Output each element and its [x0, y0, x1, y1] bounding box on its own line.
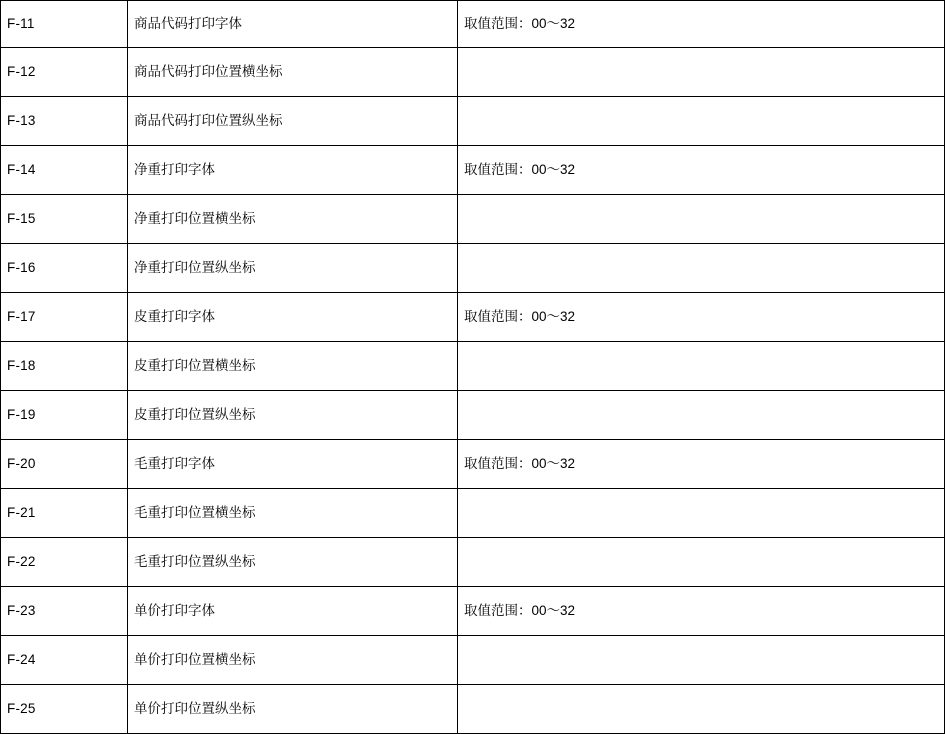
parameter-name: 商品代码打印位置横坐标: [128, 48, 458, 97]
parameter-name: 毛重打印位置纵坐标: [128, 538, 458, 587]
parameter-name: 商品代码打印位置纵坐标: [128, 97, 458, 146]
parameter-code: F-11: [1, 1, 128, 48]
parameter-code: F-12: [1, 48, 128, 97]
table-row: [1, 1, 945, 48]
parameter-code: F-13: [1, 97, 128, 146]
parameter-range: [458, 244, 945, 293]
table-row: [1, 146, 945, 195]
parameter-range: [458, 636, 945, 685]
parameter-range: 取值范围：00～32: [458, 146, 945, 195]
table-row: [1, 636, 945, 685]
table-row: [1, 342, 945, 391]
parameter-range: [458, 195, 945, 244]
parameter-range: [458, 391, 945, 440]
parameter-code: F-24: [1, 636, 128, 685]
parameter-code: F-20: [1, 440, 128, 489]
parameter-code: F-17: [1, 293, 128, 342]
table-row: [1, 293, 945, 342]
parameter-code: F-19: [1, 391, 128, 440]
table-row: [1, 489, 945, 538]
parameter-range: [458, 538, 945, 587]
table-body: [1, 1, 945, 734]
parameter-code: F-23: [1, 587, 128, 636]
parameter-range: 取值范围：00～32: [458, 440, 945, 489]
parameter-name: 商品代码打印字体: [128, 1, 458, 48]
parameter-name: 毛重打印字体: [128, 440, 458, 489]
parameter-range: [458, 48, 945, 97]
parameter-range: 取值范围：00～32: [458, 1, 945, 48]
table-row: [1, 587, 945, 636]
table-row: [1, 195, 945, 244]
parameter-range: [458, 685, 945, 734]
parameter-name: 净重打印字体: [128, 146, 458, 195]
parameter-name: 单价打印位置横坐标: [128, 636, 458, 685]
parameter-name: 皮重打印位置纵坐标: [128, 391, 458, 440]
parameter-name: 单价打印位置纵坐标: [128, 685, 458, 734]
parameter-range: 取值范围：00～32: [458, 293, 945, 342]
table-row: [1, 97, 945, 146]
table-row: [1, 538, 945, 587]
parameter-name: 净重打印位置纵坐标: [128, 244, 458, 293]
parameter-range: [458, 97, 945, 146]
table-row: [1, 391, 945, 440]
parameter-code: F-18: [1, 342, 128, 391]
parameter-code: F-14: [1, 146, 128, 195]
parameter-name: 净重打印位置横坐标: [128, 195, 458, 244]
parameter-code: F-15: [1, 195, 128, 244]
table-row: [1, 244, 945, 293]
parameter-code: F-22: [1, 538, 128, 587]
parameter-name: 毛重打印位置横坐标: [128, 489, 458, 538]
parameter-code: F-25: [1, 685, 128, 734]
parameter-name: 单价打印字体: [128, 587, 458, 636]
table-row: [1, 440, 945, 489]
parameter-name: 皮重打印字体: [128, 293, 458, 342]
parameter-name: 皮重打印位置横坐标: [128, 342, 458, 391]
parameter-range: [458, 489, 945, 538]
parameter-range: 取值范围：00～32: [458, 587, 945, 636]
table-row: [1, 685, 945, 734]
table-row: [1, 48, 945, 97]
parameter-range: [458, 342, 945, 391]
parameter-code: F-16: [1, 244, 128, 293]
parameter-code: F-21: [1, 489, 128, 538]
